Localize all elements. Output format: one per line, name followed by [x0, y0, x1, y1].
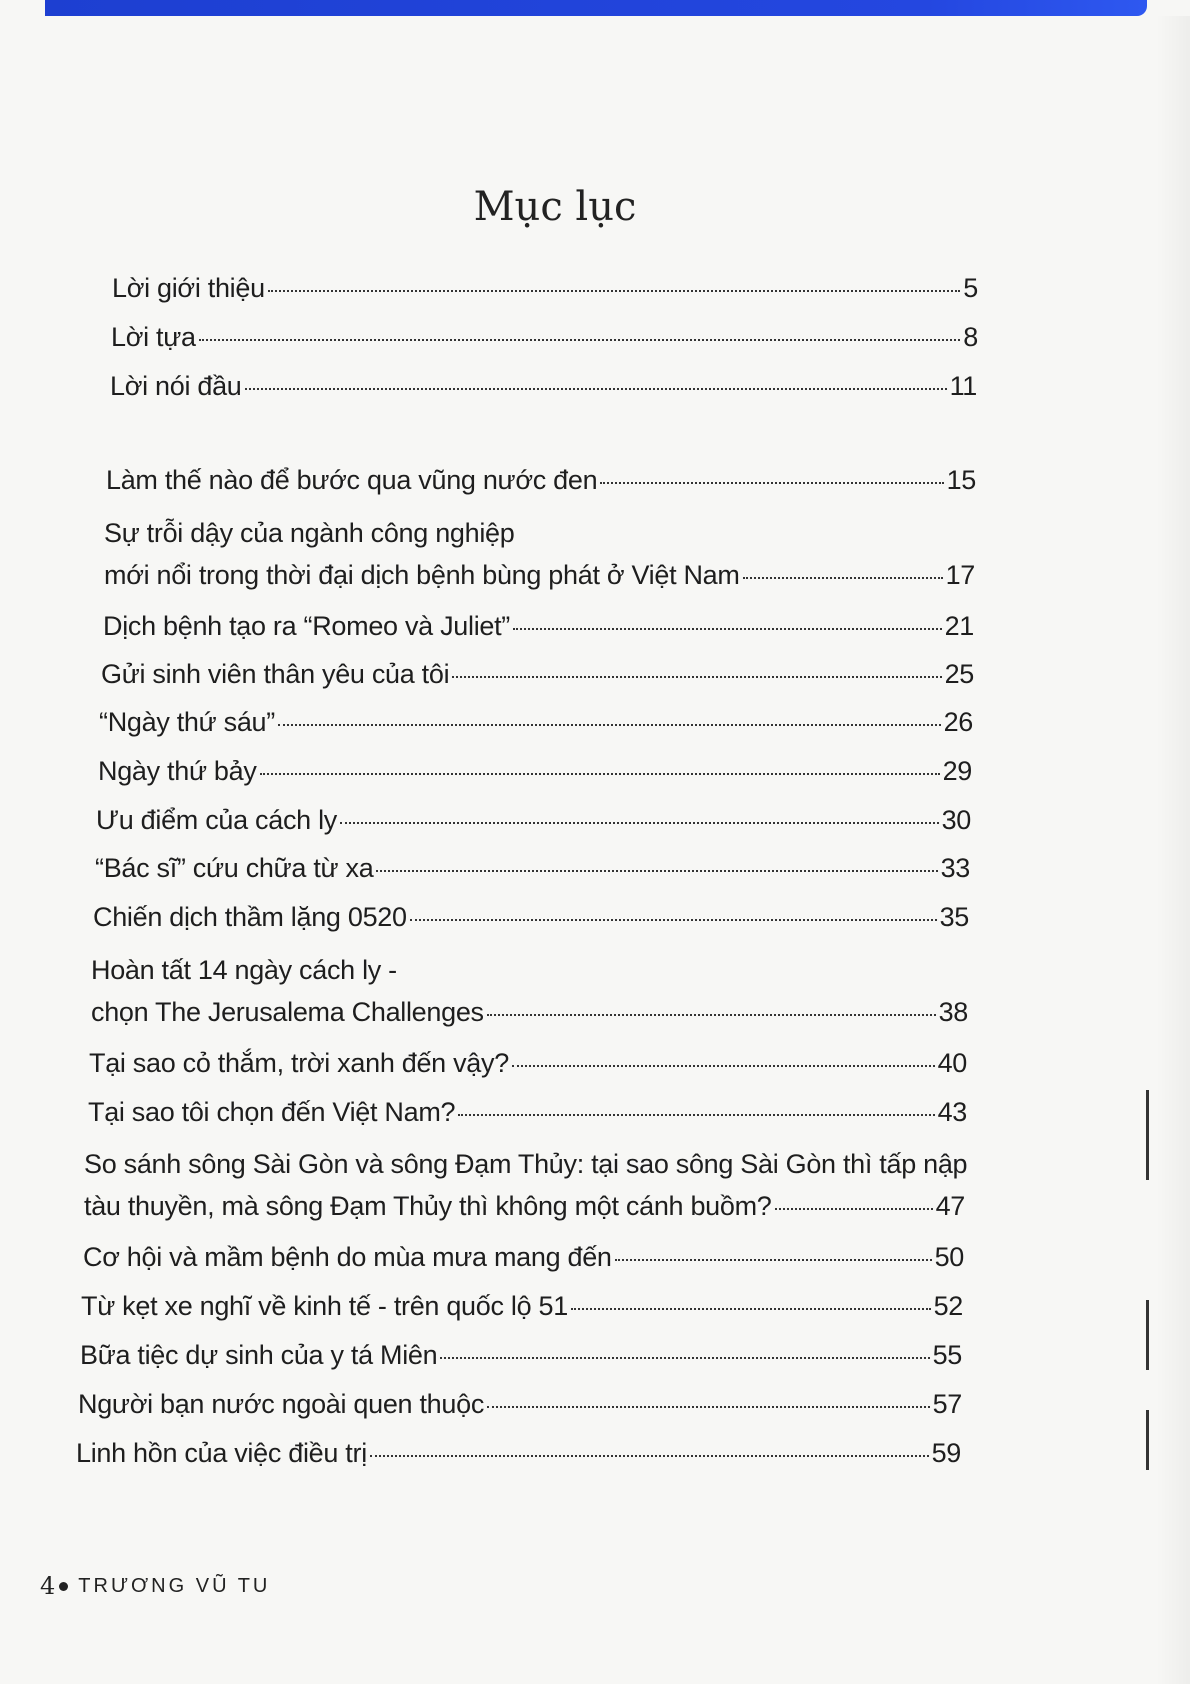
dot-leader: [268, 290, 960, 292]
toc-entry-title: Làm thế nào để bước qua vũng nước đen: [106, 465, 598, 495]
dot-leader: [260, 773, 940, 775]
dot-leader: [410, 919, 937, 921]
dot-leader: [340, 822, 939, 824]
dot-leader: [571, 1308, 931, 1310]
dot-leader: [199, 339, 961, 341]
toc-entry-title: Ưu điểm của cách ly: [96, 805, 337, 835]
toc-page-number: 50: [934, 1242, 964, 1272]
toc-entry: [103, 608, 974, 644]
dot-leader: [245, 388, 947, 390]
toc-entry: [98, 753, 972, 789]
toc-entry-line: [96, 802, 971, 838]
toc-entry-line: [78, 1386, 962, 1422]
toc-page-number: 11: [949, 371, 977, 401]
dot-leader: [615, 1259, 932, 1261]
toc-entry-title: Ngày thứ bảy: [98, 756, 257, 786]
toc-entry-line: [101, 656, 974, 692]
toc-entry-title: Tại sao tôi chọn đến Việt Nam?: [88, 1097, 456, 1127]
toc-entry-line: [103, 608, 974, 644]
dot-leader: [370, 1455, 929, 1457]
dot-leader: [440, 1357, 929, 1359]
toc-entry: [80, 1337, 962, 1373]
toc-page-number: 26: [943, 707, 973, 737]
footer-author: TRƯƠNG VŨ TU: [78, 1574, 271, 1597]
dot-leader: [278, 724, 941, 726]
toc-entry-line: [104, 557, 975, 593]
toc-entry-title: chọn The Jerusalema Challenges: [91, 997, 484, 1027]
toc-page-number: 59: [931, 1438, 961, 1468]
toc-entry-title: “Bác sĩ” cứu chữa từ xa: [95, 853, 374, 883]
toc-entry: [89, 1045, 967, 1081]
toc-page-number: 17: [945, 560, 975, 590]
toc-page-number: 5: [963, 273, 978, 303]
toc-page-number: 57: [932, 1389, 962, 1419]
toc-entry-line: Hoàn tất 14 ngày cách ly -: [91, 955, 397, 985]
toc-entry: [110, 368, 977, 404]
toc-entry: [101, 656, 974, 692]
toc-entry: [96, 802, 971, 838]
dot-leader: [513, 628, 942, 630]
toc-page-number: 21: [944, 611, 974, 641]
toc-entry-title: tàu thuyền, mà sông Đạm Thủy thì không một cánh buồm?: [84, 1191, 772, 1221]
toc-entry-line: [80, 1337, 962, 1373]
toc-entry-title: Dịch bệnh tạo ra “Romeo và Juliet”: [103, 611, 510, 641]
toc-entry-line: [93, 899, 969, 935]
toc-entry-title: Chiến dịch thầm lặng 0520: [93, 902, 407, 932]
toc-page-number: 52: [933, 1291, 963, 1321]
toc-entry-title: Cơ hội và mầm bệnh do mùa mưa mang đến: [83, 1242, 612, 1272]
toc-page-number: 40: [937, 1048, 967, 1078]
toc-entry-line: [112, 270, 978, 306]
toc-page-number: 8: [963, 322, 978, 352]
page-title: Mục lục: [473, 184, 637, 230]
toc-page-number: 38: [938, 997, 968, 1027]
toc-entry: [91, 952, 968, 1030]
toc-page-number: 30: [941, 805, 971, 835]
toc-entry: [99, 704, 973, 740]
toc-entry-line: Sự trỗi dậy của ngành công nghiệp: [104, 518, 515, 548]
dot-leader: [487, 1014, 936, 1016]
toc-entry-title: Lời giới thiệu: [112, 273, 265, 303]
toc-entry-title: mới nổi trong thời đại dịch bệnh bùng phát ở Việt Nam: [104, 560, 740, 590]
toc-entry-title: Bữa tiệc dự sinh của y tá Miên: [80, 1340, 438, 1370]
dot-leader: [376, 870, 937, 872]
toc-entry-line: [110, 368, 977, 404]
toc-entry-line: [99, 704, 973, 740]
dot-leader: [458, 1114, 934, 1116]
toc-entry-line: [84, 1188, 965, 1224]
toc-entry-line: [91, 994, 968, 1030]
dot-leader: [743, 577, 943, 579]
toc-entry-title: Gửi sinh viên thân yêu của tôi: [101, 659, 450, 689]
toc-entry-line: So sánh sông Sài Gòn và sông Đạm Thủy: tại sao sông Sài Gòn thì tấp nập: [84, 1149, 968, 1179]
dot-leader: [512, 1065, 935, 1067]
toc-entry-line: [106, 462, 976, 498]
toc-page-number: 15: [946, 465, 976, 495]
bullet-icon: [59, 1582, 68, 1591]
dot-leader: [775, 1208, 933, 1210]
toc-page-number: 43: [937, 1097, 967, 1127]
toc-entry-title: Lời nói đầu: [110, 371, 242, 401]
toc-entry-line: [81, 1288, 963, 1324]
dot-leader: [487, 1406, 930, 1408]
toc-entry-line: [95, 850, 970, 886]
toc-entry-line: [88, 1094, 967, 1130]
dot-leader: [452, 676, 941, 678]
toc-entry-title: Người bạn nước ngoài quen thuộc: [78, 1389, 485, 1419]
toc-page-number: 35: [939, 902, 969, 932]
toc-page-number: 33: [940, 853, 970, 883]
toc-entry-title: Linh hồn của việc điều trị: [76, 1438, 367, 1468]
toc-page-number: 29: [942, 756, 972, 786]
toc-entry: [104, 515, 975, 593]
toc-entry: [81, 1288, 963, 1324]
toc-entry: [84, 1146, 968, 1224]
toc-entry: [111, 319, 978, 355]
page-footer: [40, 1572, 270, 1600]
toc-entry-title: “Ngày thứ sáu”: [99, 707, 275, 737]
toc-entry-line: [89, 1045, 967, 1081]
toc-entry-line: [98, 753, 972, 789]
page-number: 4: [40, 1572, 56, 1600]
toc-entry-line: [111, 319, 978, 355]
toc-entry: [78, 1386, 962, 1422]
toc-entry: [76, 1435, 961, 1471]
toc-entry: [106, 462, 976, 498]
toc-entry: [93, 899, 969, 935]
toc-page-number: 47: [935, 1191, 965, 1221]
toc-entry-title: Tại sao cỏ thắm, trời xanh đến vậy?: [89, 1048, 509, 1078]
toc-entry: [88, 1094, 967, 1130]
toc-entry-line: [76, 1435, 961, 1471]
dot-leader: [600, 482, 943, 484]
toc-entry: [112, 270, 978, 306]
toc-entry-title: Lời tựa: [111, 322, 196, 352]
toc-entry-title: Từ kẹt xe nghĩ về kinh tế - trên quốc lộ 51: [81, 1291, 568, 1321]
toc-entry: [95, 850, 970, 886]
toc-page-number: 25: [944, 659, 974, 689]
toc-page-number: 55: [932, 1340, 962, 1370]
toc-entry-line: [83, 1239, 964, 1275]
toc-entry: [83, 1239, 964, 1275]
